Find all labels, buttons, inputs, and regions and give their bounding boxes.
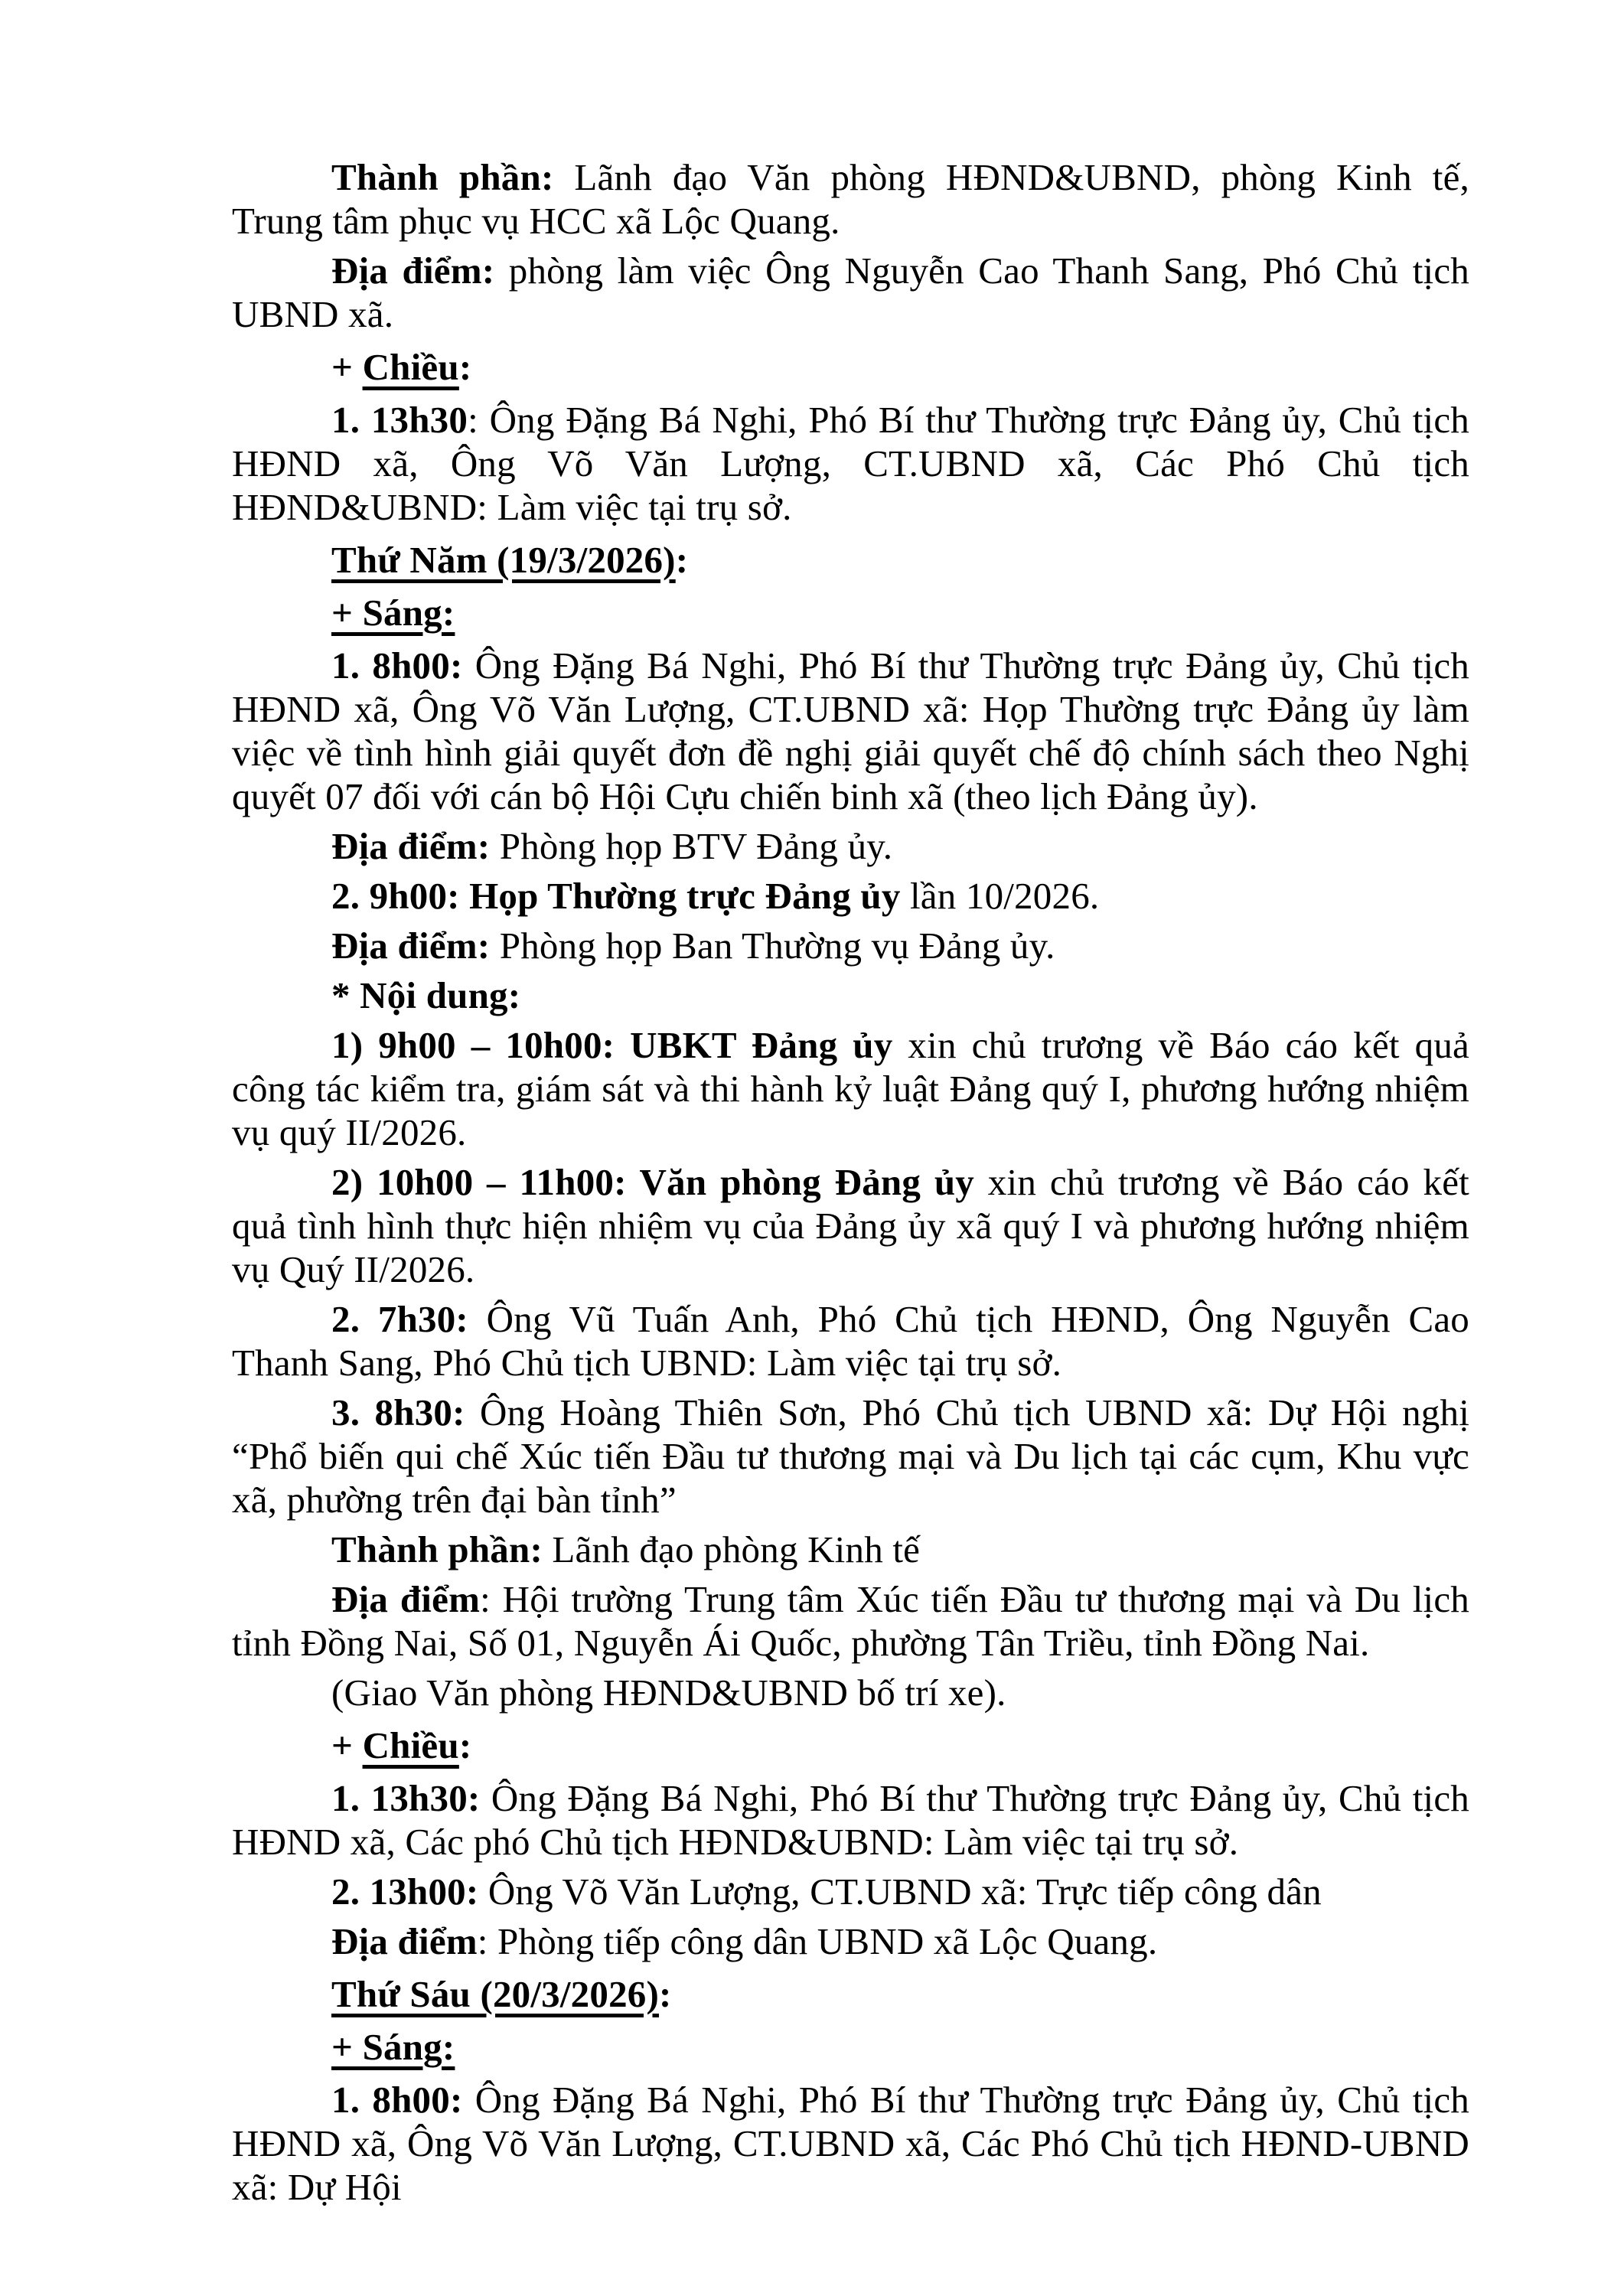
text-run: phòng làm việc Ông Nguyễn Cao Thanh Sang, Phó Chủ tịch UBND xã.: [232, 249, 1469, 335]
bold-text-run: 1. 13h30: [331, 399, 468, 441]
para-dia-diem-3: [232, 924, 1469, 967]
text-run: Ông Đặng Bá Nghi, Phó Bí thư Thường trực Đảng ủy, Chủ tịch HĐND xã, Ông Võ Văn Lượng, CT.UBND xã: Họp Thường trực Đảng ủy làm việc về tình hình giải quyết đơn đề nghị giải quyết chế độ chính sách theo Nghị quyết 07 đối với cán bộ Hội Cựu chiến binh xã (theo lịch Đảng ủy).: [232, 644, 1470, 817]
bold-text-run: +: [331, 1724, 363, 1766]
underlined-text-run: + Sáng:: [331, 2026, 455, 2068]
para-sang-item1: [232, 644, 1469, 818]
heading-thu-sau: [232, 1972, 1469, 2016]
text-run: : Ông Đặng Bá Nghi, Phó Bí thư Thường trực Đảng ủy, Chủ tịch HĐND xã, Ông Võ Văn Lượng, CT.UBND xã, Các Phó Chủ tịch HĐND&UBND: Làm việc tại trụ sở.: [232, 399, 1469, 528]
bold-text-run: :: [458, 1724, 472, 1766]
para-dia-diem-1: [232, 249, 1469, 336]
para-noi-dung-2: [232, 1160, 1469, 1291]
bold-text-run: Địa điểm: [331, 1920, 478, 1962]
text-run: Ông Đặng Bá Nghi, Phó Bí thư Thường trực Đảng ủy, Chủ tịch HĐND xã, Các phó Chủ tịch HĐND&UBND: Làm việc tại trụ sở.: [232, 1777, 1470, 1863]
bold-text-run: Địa điểm:: [331, 249, 495, 292]
text-run: Lãnh đạo Văn phòng HĐND&UBND, phòng Kinh tế, Trung tâm phục vụ HCC xã Lộc Quang.: [232, 156, 1469, 242]
heading-sang-2: [232, 2025, 1469, 2069]
text-run: lần 10/2026.: [900, 875, 1100, 917]
bold-text-run: 1. 8h00:: [331, 2079, 463, 2121]
heading-thu-nam: [232, 538, 1469, 582]
document-text-block: [232, 155, 1469, 2215]
text-run: Ông Hoàng Thiên Sơn, Phó Chủ tịch UBND xã: Dự Hội nghị “Phổ biến qui chế Xúc tiến Đầu tư thương mại và Du lịch tại các cụm, Khu vực xã, phường trên đại bàn tỉnh”: [232, 1391, 1470, 1521]
underlined-text-run: Chiều: [362, 1724, 459, 1766]
heading-sang-1: [232, 591, 1469, 634]
bold-text-run: 2. 13h00:: [331, 1870, 479, 1913]
text-run: xin chủ trương về Báo cáo kết quả công tác kiểm tra, giám sát và thi hành kỷ luật Đảng quý I, phương hướng nhiệm vụ quý II/2026.: [232, 1024, 1469, 1153]
heading-chieu-1: [232, 345, 1469, 389]
para-chieu2-item2: [232, 1870, 1469, 1913]
bold-text-run: 1) 9h00 – 10h00: UBKT Đảng ủy: [331, 1024, 893, 1066]
bold-text-run: Địa điểm:: [331, 925, 491, 967]
para-chieu2-item1: [232, 1776, 1469, 1864]
para-sang-item3: [232, 1297, 1469, 1384]
para-noi-dung: [232, 974, 1469, 1017]
text-run: Ông Võ Văn Lượng, CT.UBND xã: Trực tiếp công dân: [478, 1870, 1322, 1913]
para-sang-item4: [232, 1391, 1469, 1521]
text-run: Lãnh đạo phòng Kinh tế: [542, 1528, 921, 1570]
text-run: Ông Đặng Bá Nghi, Phó Bí thư Thường trực Đảng ủy, Chủ tịch HĐND xã, Ông Võ Văn Lượng, CT.UBND xã, Các Phó Chủ tịch HĐND-UBND xã: Dự Hội: [232, 2079, 1470, 2208]
bold-text-run: * Nội dung:: [331, 974, 521, 1016]
text-run: (Giao Văn phòng HĐND&UBND bố trí xe).: [331, 1671, 1006, 1714]
underlined-text-run: Thứ Sáu (20/3/2026): [331, 1973, 660, 2015]
text-run: : Phòng tiếp công dân UBND xã Lộc Quang.: [477, 1920, 1158, 1962]
heading-chieu-2: [232, 1724, 1469, 1767]
para-sang-item2: [232, 874, 1469, 918]
text-run: Ông Vũ Tuấn Anh, Phó Chủ tịch HĐND, Ông Nguyễn Cao Thanh Sang, Phó Chủ tịch UBND: Làm việc tại trụ sở.: [232, 1298, 1470, 1384]
para-thanh-phan-1: [232, 155, 1469, 243]
bold-text-run: Thành phần:: [331, 1528, 543, 1570]
text-run: Phòng họp BTV Đảng ủy.: [490, 825, 893, 867]
bold-text-run: 1. 8h00:: [331, 644, 463, 687]
para-dia-diem-2: [232, 824, 1469, 868]
bold-text-run: Địa điểm: [331, 1578, 481, 1620]
bold-text-run: 2. 9h00: Họp Thường trực Đảng ủy: [331, 875, 901, 917]
text-run: xin chủ trương về Báo cáo kết quả tình hình thực hiện nhiệm vụ của Đảng ủy xã quý I và phương hướng nhiệm vụ Quý II/2026.: [232, 1161, 1469, 1290]
para-thanh-phan-2: [232, 1528, 1469, 1571]
underlined-text-run: Thứ Năm (19/3/2026): [331, 539, 676, 581]
bold-text-run: 1. 13h30:: [331, 1777, 481, 1819]
bold-text-run: Địa điểm:: [331, 825, 491, 867]
bold-text-run: :: [675, 539, 689, 581]
bold-text-run: 2. 7h30:: [331, 1298, 468, 1340]
para-giao-van-phong: [232, 1671, 1469, 1714]
underlined-text-run: Chiều: [362, 346, 459, 388]
bold-text-run: Thành phần:: [331, 156, 554, 198]
bold-text-run: 3. 8h30:: [331, 1391, 465, 1433]
bold-text-run: :: [659, 1973, 672, 2015]
text-run: Phòng họp Ban Thường vụ Đảng ủy.: [490, 925, 1055, 967]
para-thu-sau-item1: [232, 2078, 1469, 2209]
underlined-text-run: + Sáng:: [331, 592, 455, 634]
bold-text-run: 2) 10h00 – 11h00: Văn phòng Đảng ủy: [331, 1161, 975, 1203]
para-dia-diem-4: [232, 1577, 1469, 1665]
para-noi-dung-1: [232, 1023, 1469, 1154]
para-dia-diem-5: [232, 1919, 1469, 1963]
para-chieu1-item1: [232, 398, 1469, 529]
bold-text-run: :: [458, 346, 472, 388]
text-run: : Hội trường Trung tâm Xúc tiến Đầu tư thương mại và Du lịch tỉnh Đồng Nai, Số 01, Nguyễn Ái Quốc, phường Tân Triều, tỉnh Đồng Nai.: [232, 1578, 1470, 1664]
bold-text-run: +: [331, 346, 363, 388]
